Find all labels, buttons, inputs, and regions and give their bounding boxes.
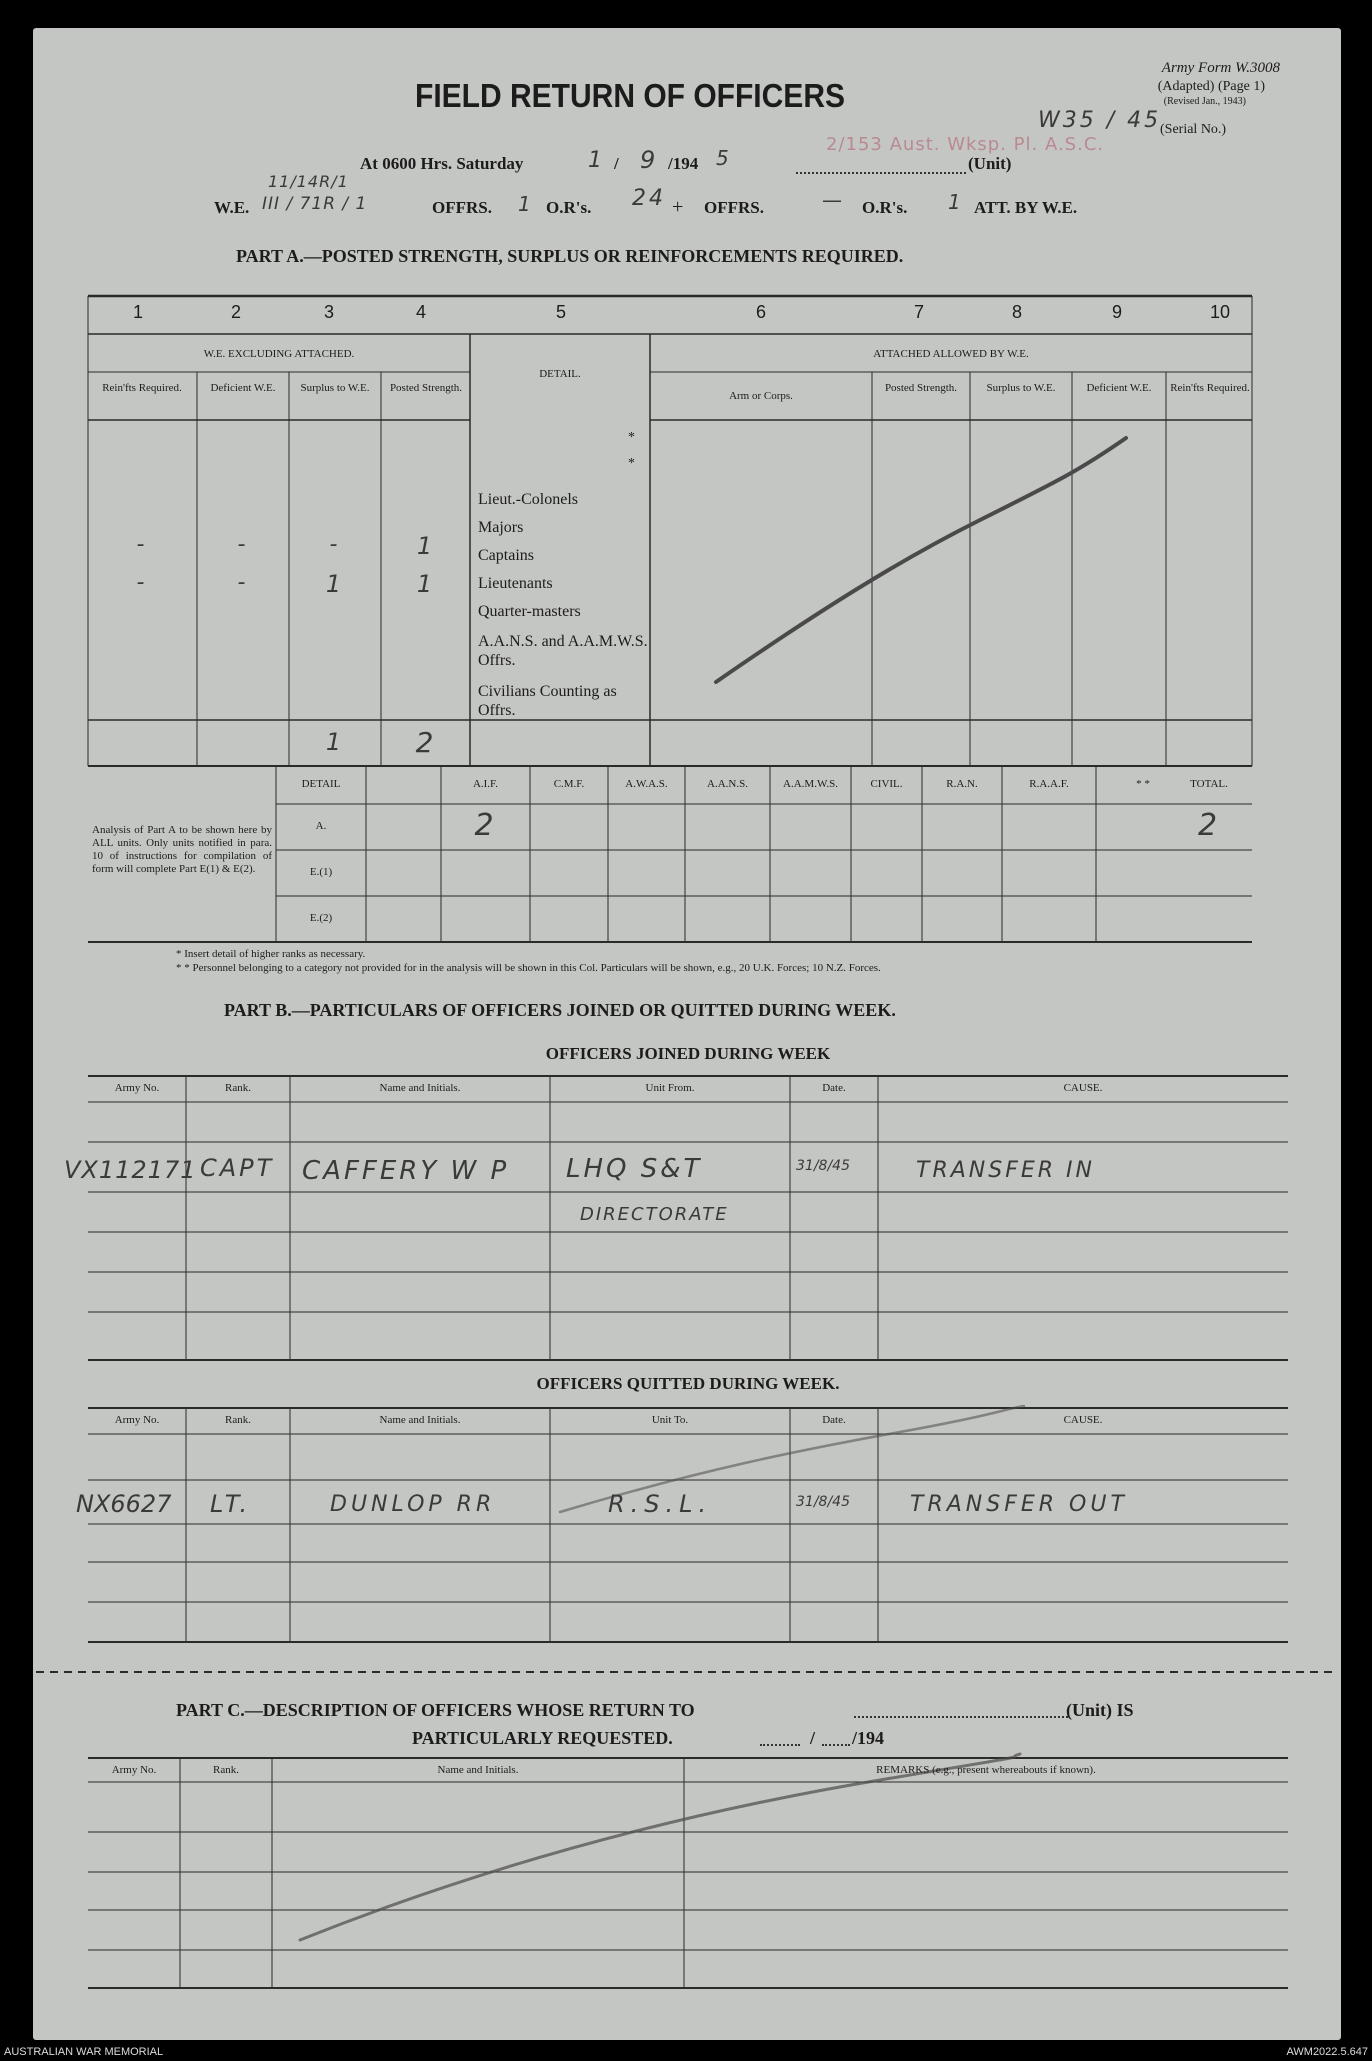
col-num: 3 (324, 302, 335, 322)
quitted-cause: TRANSFER OUT (910, 1492, 1128, 1517)
plus-sign: + (672, 196, 684, 218)
footer-credit: AUSTRALIAN WAR MEMORIAL (4, 2046, 164, 2058)
joined-header: Name and Initials. (379, 1082, 461, 1094)
analysis-header: R.A.N. (946, 778, 978, 790)
col-header: Posted Strength. (389, 382, 463, 394)
offrs-label: OFFRS. (432, 198, 492, 217)
col-num: 7 (914, 302, 925, 322)
part-c-date-line (760, 1744, 800, 1746)
joined-army-no: VX112171 (64, 1156, 197, 1184)
quitted-rank: LT. (210, 1490, 251, 1518)
total-posted: 2 (415, 726, 437, 759)
quitted-header: Unit To. (651, 1414, 689, 1426)
quitted-header: CAUSE. (1063, 1414, 1103, 1426)
analysis-header: DETAIL (301, 778, 341, 790)
we-excluding-header: W.E. EXCLUDING ATTACHED. (203, 348, 355, 360)
analysis-row-label: E.(1) (309, 866, 333, 878)
offrs-handwritten: 1 (518, 192, 534, 216)
part-c-unit-line (854, 1716, 1068, 1718)
joined-header: Army No. (114, 1082, 160, 1094)
part-c-title-end: (Unit) IS (1066, 1700, 1134, 1720)
date-day: 1 (588, 148, 605, 173)
ors-label: O.R's. (546, 198, 592, 217)
analysis-header: TOTAL. (1190, 778, 1228, 790)
att-label: ATT. BY W.E. (974, 198, 1078, 217)
page-title: FIELD RETURN OF OFFICERS (415, 78, 845, 115)
col-num: 6 (756, 302, 767, 322)
analysis-header: A.I.F. (472, 778, 499, 790)
lieutenants-col3: 1 (325, 570, 345, 598)
lieutenants-col2: - (237, 570, 249, 595)
ors-handwritten: 24 (632, 186, 666, 211)
aif-a-value: 2 (474, 808, 497, 843)
col-num: 2 (231, 302, 242, 322)
captains-col1: - (136, 532, 148, 557)
joined-name: CAFFERY W P (302, 1156, 510, 1186)
quitted-army-no: NX6627 (76, 1490, 172, 1518)
serial-label: (Serial No.) (1160, 122, 1227, 137)
joined-unit-line2: DIRECTORATE (580, 1204, 729, 1225)
quitted-date: 31/8/45 (796, 1494, 850, 1510)
col-num: 4 (416, 302, 427, 322)
rank-item: Lieut.-Colonels (478, 491, 578, 508)
analysis-row-label: A. (315, 820, 327, 832)
form-revised: (Revised Jan., 1943) (1163, 96, 1246, 107)
rank-item: Lieutenants (478, 575, 553, 592)
lieutenants-col4: 1 (416, 570, 436, 598)
rank-item: Captains (478, 547, 534, 564)
part-a-title: PART A.—POSTED STRENGTH, SURPLUS OR REINFORCEMENTS REQUIRED. (236, 246, 904, 266)
rank-item: Majors (478, 519, 524, 536)
part-c-header: Rank. (213, 1764, 239, 1776)
col-num: 9 (1112, 302, 1123, 322)
joined-header: CAUSE. (1063, 1082, 1103, 1094)
part-c-year: /194 (852, 1728, 885, 1748)
offrs2-handwritten: — (822, 188, 845, 212)
part-c-date-slash: / (810, 1728, 816, 1748)
date-month: 9 (640, 146, 659, 174)
joined-date: 31/8/45 (796, 1158, 850, 1174)
part-b-title: PART B.—PARTICULARS OF OFFICERS JOINED OR QUITTED DURING WEEK. (224, 1000, 896, 1020)
quitted-header: Name and Initials. (379, 1414, 461, 1426)
captains-col4: 1 (416, 532, 436, 560)
ors2-label: O.R's. (862, 198, 908, 217)
at-hours-label: At 0600 Hrs. Saturday (360, 154, 524, 173)
joined-header: Rank. (225, 1082, 251, 1094)
rank-item: Civilians Counting as Offrs. (478, 683, 617, 719)
quitted-header: Rank. (225, 1414, 251, 1426)
footnote-1: * Insert detail of higher ranks as necessary. (176, 948, 366, 960)
captains-col2: - (237, 532, 249, 557)
col-header: Posted Strength. (884, 382, 958, 394)
joined-cause: TRANSFER IN (916, 1158, 1095, 1183)
attached-header: ATTACHED ALLOWED BY W.E. (873, 348, 1029, 360)
col-num: 10 (1210, 302, 1231, 322)
detail-header: DETAIL. (539, 368, 581, 380)
joined-rank: CAPT (200, 1154, 275, 1182)
lieutenants-col1: - (136, 570, 148, 595)
analysis-header: A.A.M.W.S. (783, 778, 838, 790)
we-handwritten: III / 71R / 1 (262, 194, 368, 214)
year-handwritten: 5 (716, 146, 732, 170)
col-num: 8 (1012, 302, 1023, 322)
total-surplus: 1 (325, 728, 345, 756)
joined-unit: LHQ S&T (566, 1154, 703, 1184)
analysis-header: C.M.F. (553, 778, 585, 790)
we-label: W.E. (214, 198, 250, 217)
col-header: Rein'fts Required. (102, 382, 182, 394)
quitted-header: Date. (822, 1414, 846, 1426)
col-header: Arm or Corps. (729, 390, 793, 402)
analysis-row-label: E.(2) (309, 912, 333, 924)
joined-title: OFFICERS JOINED DURING WEEK (545, 1044, 831, 1063)
star-mark: * (628, 456, 635, 471)
part-c-header: Army No. (111, 1764, 157, 1776)
column-numbers (88, 302, 1252, 330)
rank-list (478, 486, 648, 720)
date-slash: / (614, 154, 619, 173)
offrs2-label: OFFRS. (704, 198, 764, 217)
col-header: Deficient W.E. (210, 382, 276, 394)
form-number: Army Form W.3008 (1161, 60, 1280, 76)
quitted-unit: R.S.L. (608, 1490, 713, 1518)
part-c-title: PART C.—DESCRIPTION OF OFFICERS WHOSE RETURN TO (176, 1700, 695, 1720)
col-num: 5 (556, 302, 567, 322)
col-num: 1 (133, 302, 144, 322)
joined-header: Unit From. (645, 1082, 695, 1094)
col-header: Rein'fts Required. (1170, 382, 1250, 394)
part-c-date-line2 (822, 1744, 850, 1746)
part-c-header: REMARKS (e.g., present whereabouts if known). (876, 1764, 1096, 1776)
ors2-handwritten: 1 (948, 190, 964, 214)
we-handwritten-top: 11/14R/1 (268, 172, 349, 191)
analysis-header: A.W.A.S. (625, 778, 668, 790)
quitted-header: Army No. (114, 1414, 160, 1426)
col-header: Surplus to W.E. (986, 382, 1056, 394)
star-mark: * (628, 430, 635, 445)
captains-col3: - (329, 532, 341, 557)
form-adapted: (Adapted) (Page 1) (1157, 79, 1265, 94)
col-header: Surplus to W.E. (300, 382, 370, 394)
rank-item: Quarter-masters (478, 603, 581, 620)
analysis-header: R.A.A.F. (1029, 778, 1069, 790)
unit-stamp: 2/153 Aust. Wksp. Pl. A.S.C. (826, 134, 1105, 155)
analysis-header: CIVIL. (870, 778, 903, 790)
col-header: Deficient W.E. (1086, 382, 1152, 394)
serial-number: W35 / 45 (1038, 108, 1162, 133)
analysis-note: Analysis of Part A to be shown here by ALL units. Only units notified in para. 10 of instructions for compilation of form will complete Part E(1) & E(2). (92, 824, 272, 875)
part-c-line2: PARTICULARLY REQUESTED. (412, 1728, 673, 1748)
unit-label: (Unit) (968, 154, 1012, 173)
part-c-header: Name and Initials. (437, 1764, 519, 1776)
analysis-header: A.A.N.S. (707, 778, 748, 790)
footnote-2: * * Personnel belonging to a category not provided for in the analysis will be shown in this Col. Particulars will be shown, e.g., 20 U.K. Forces; 10 N.Z. Forces. (176, 962, 881, 974)
total-a-value: 2 (1197, 808, 1221, 843)
analysis-header: * * (1136, 778, 1150, 790)
rank-item: A.A.N.S. and A.A.M.W.S. Offrs. (478, 633, 648, 669)
year-prefix: /194 (668, 154, 699, 173)
quitted-name: DUNLOP RR (330, 1492, 496, 1517)
quitted-title: OFFICERS QUITTED DURING WEEK. (536, 1374, 840, 1393)
footer-accession: AWM2022.5.647 (1286, 2046, 1368, 2058)
joined-header: Date. (822, 1082, 846, 1094)
